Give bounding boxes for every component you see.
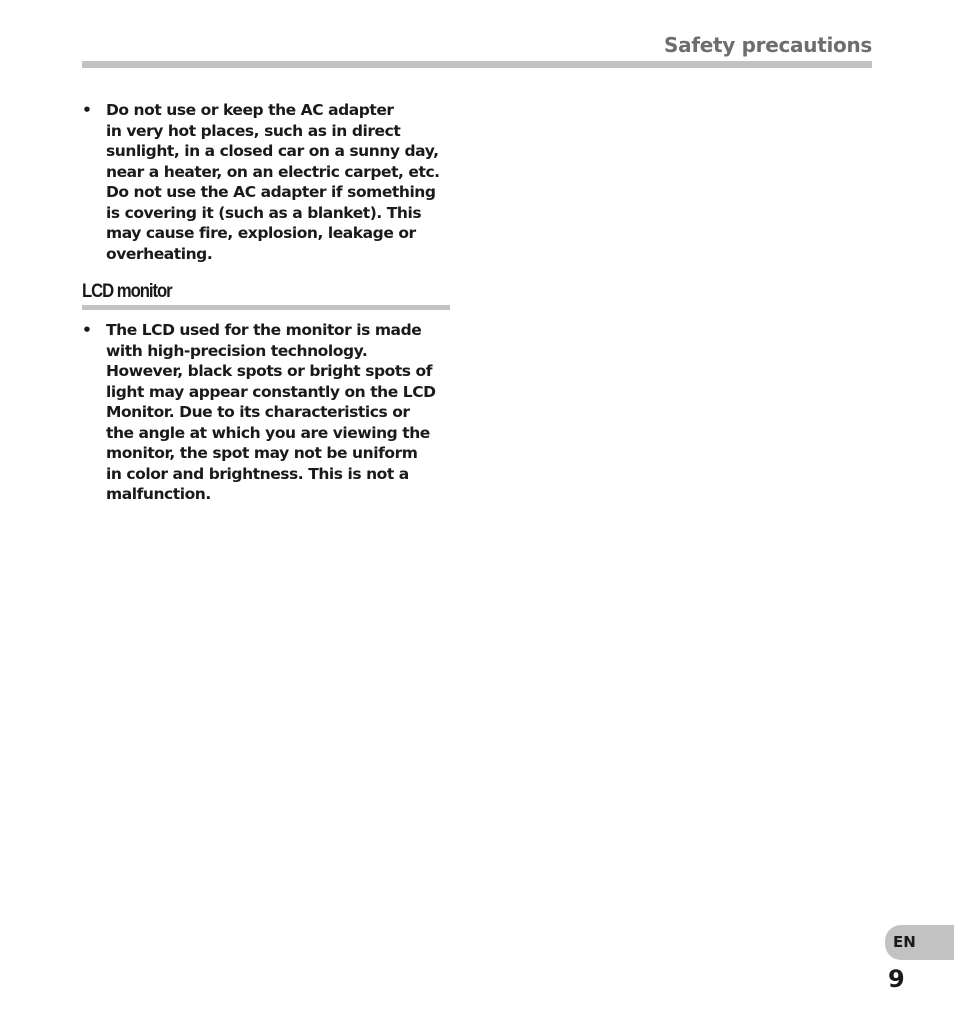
spacer: [82, 310, 450, 320]
bullet-icon: •: [82, 321, 92, 339]
list-item-text: Do not use or keep the AC adapter in very hot places, such as in direct sunlight, in a closed car on a sunny day, near a heater, on an electric carpet, etc. Do not use the AC adapter if something is covering it (such as a blanket). This may cause fire, explosion, leakage or overheating.: [106, 101, 440, 263]
section-heading: LCD monitor: [82, 281, 172, 302]
list-item-ac-adapter-warning: [82, 100, 450, 264]
section-divider: [82, 305, 450, 310]
list-item-text: The LCD used for the monitor is made with high-precision technology. However, black spots or bright spots of light may appear constantly on the LCD Monitor. Due to its characteristics or the angle at which you are viewing the monitor, the spot may not be uniform in color and brightness. This is not a malfunction.: [106, 321, 436, 503]
header-divider: [82, 61, 872, 68]
language-label: EN: [893, 933, 916, 951]
section-header-lcd-monitor: [82, 276, 450, 310]
page-title: Safety precautions: [664, 33, 872, 57]
language-tab: [885, 925, 954, 960]
content-column: [82, 100, 450, 505]
page-header: [82, 0, 872, 68]
list-item-lcd-notice: [82, 320, 450, 505]
bullet-icon: •: [82, 101, 92, 119]
page-number: 9: [888, 965, 905, 993]
